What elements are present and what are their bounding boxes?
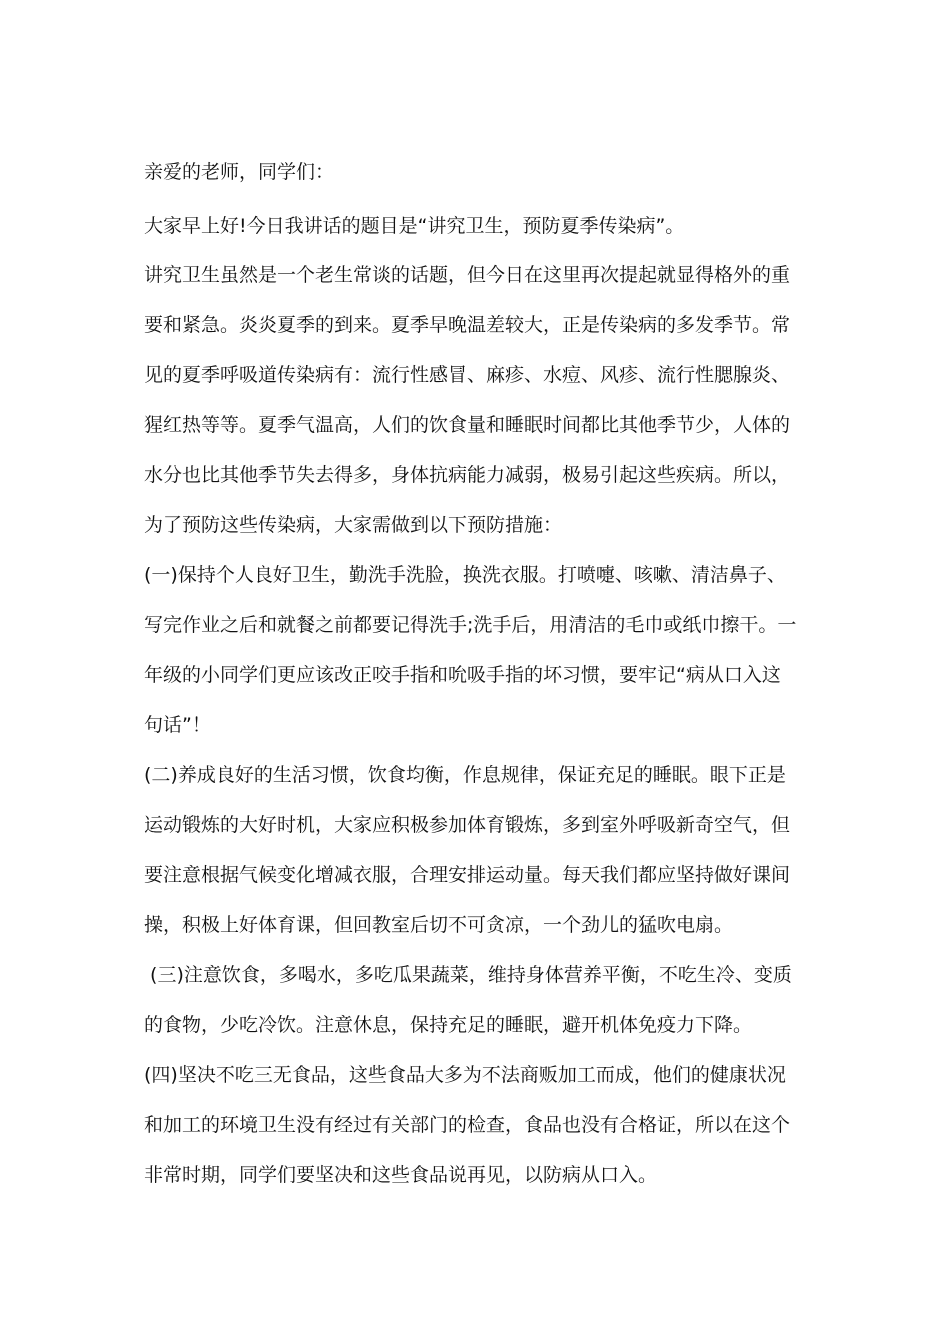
- body-line: 猩红热等等。夏季气温高，人们的饮食量和睡眠时间都比其他季节少，人体的: [144, 414, 791, 436]
- body-line: 见的夏季呼吸道传染病有：流行性感冒、麻疹、水痘、风疹、流行性腮腺炎、: [144, 364, 791, 386]
- body-line: 句话”！: [144, 714, 211, 736]
- body-line: 要注意根据气候变化增减衣服，合理安排运动量。每天我们都应坚持做好课间: [144, 864, 791, 886]
- body-line: 讲究卫生虽然是一个老生常谈的话题，但今日在这里再次提起就显得格外的重: [144, 264, 791, 286]
- greeting-line: 亲爱的老师，同学们：: [144, 161, 335, 183]
- body-line: 运动锻炼的大好时机，大家应积极参加体育锻炼，多到室外呼吸新奇空气，但: [144, 814, 791, 836]
- body-line: 为了预防这些传染病，大家需做到以下预防措施：: [144, 514, 563, 536]
- measure-one-line: (一)保持个人良好卫生，勤洗手洗脸，换洗衣服。打喷嚏、咳嗽、清洁鼻子、: [144, 564, 786, 586]
- measure-four-line: (四)坚决不吃三无食品，这些食品大多为不法商贩加工而成，他们的健康状况: [144, 1064, 786, 1086]
- body-line: 和加工的环境卫生没有经过有关部门的检查，食品也没有合格证，所以在这个: [144, 1114, 791, 1136]
- body-line: 写完作业之后和就餐之前都要记得洗手;洗手后，用清洁的毛巾或纸巾擦干。一: [144, 614, 797, 636]
- intro-line: 大家早上好!今日我讲话的题目是“讲究卫生，预防夏季传染病”。: [144, 215, 685, 237]
- body-line: 非常时期，同学们要坚决和这些食品说再见，以防病从口入。: [144, 1164, 658, 1186]
- body-line: 要和紧急。炎炎夏季的到来。夏季早晚温差较大，正是传染病的多发季节。常: [144, 314, 791, 336]
- body-line: 操，积极上好体育课，但回教室后切不可贪凉，一个劲儿的猛吹电扇。: [144, 914, 734, 936]
- body-line: 水分也比其他季节失去得多，身体抗病能力减弱，极易引起这些疾病。所以，: [144, 464, 791, 486]
- measure-three-line: (三)注意饮食，多喝水，多吃瓜果蔬菜，维持身体营养平衡，不吃生冷、变质: [144, 964, 792, 986]
- measure-two-line: (二)养成良好的生活习惯，饮食均衡，作息规律，保证充足的睡眠。眼下正是: [144, 764, 786, 786]
- body-line: 年级的小同学们更应该改正咬手指和吮吸手指的坏习惯，要牢记“病从口入这: [144, 664, 781, 686]
- body-line: 的食物，少吃冷饮。注意休息，保持充足的睡眠，避开机体免疫力下降。: [144, 1014, 753, 1036]
